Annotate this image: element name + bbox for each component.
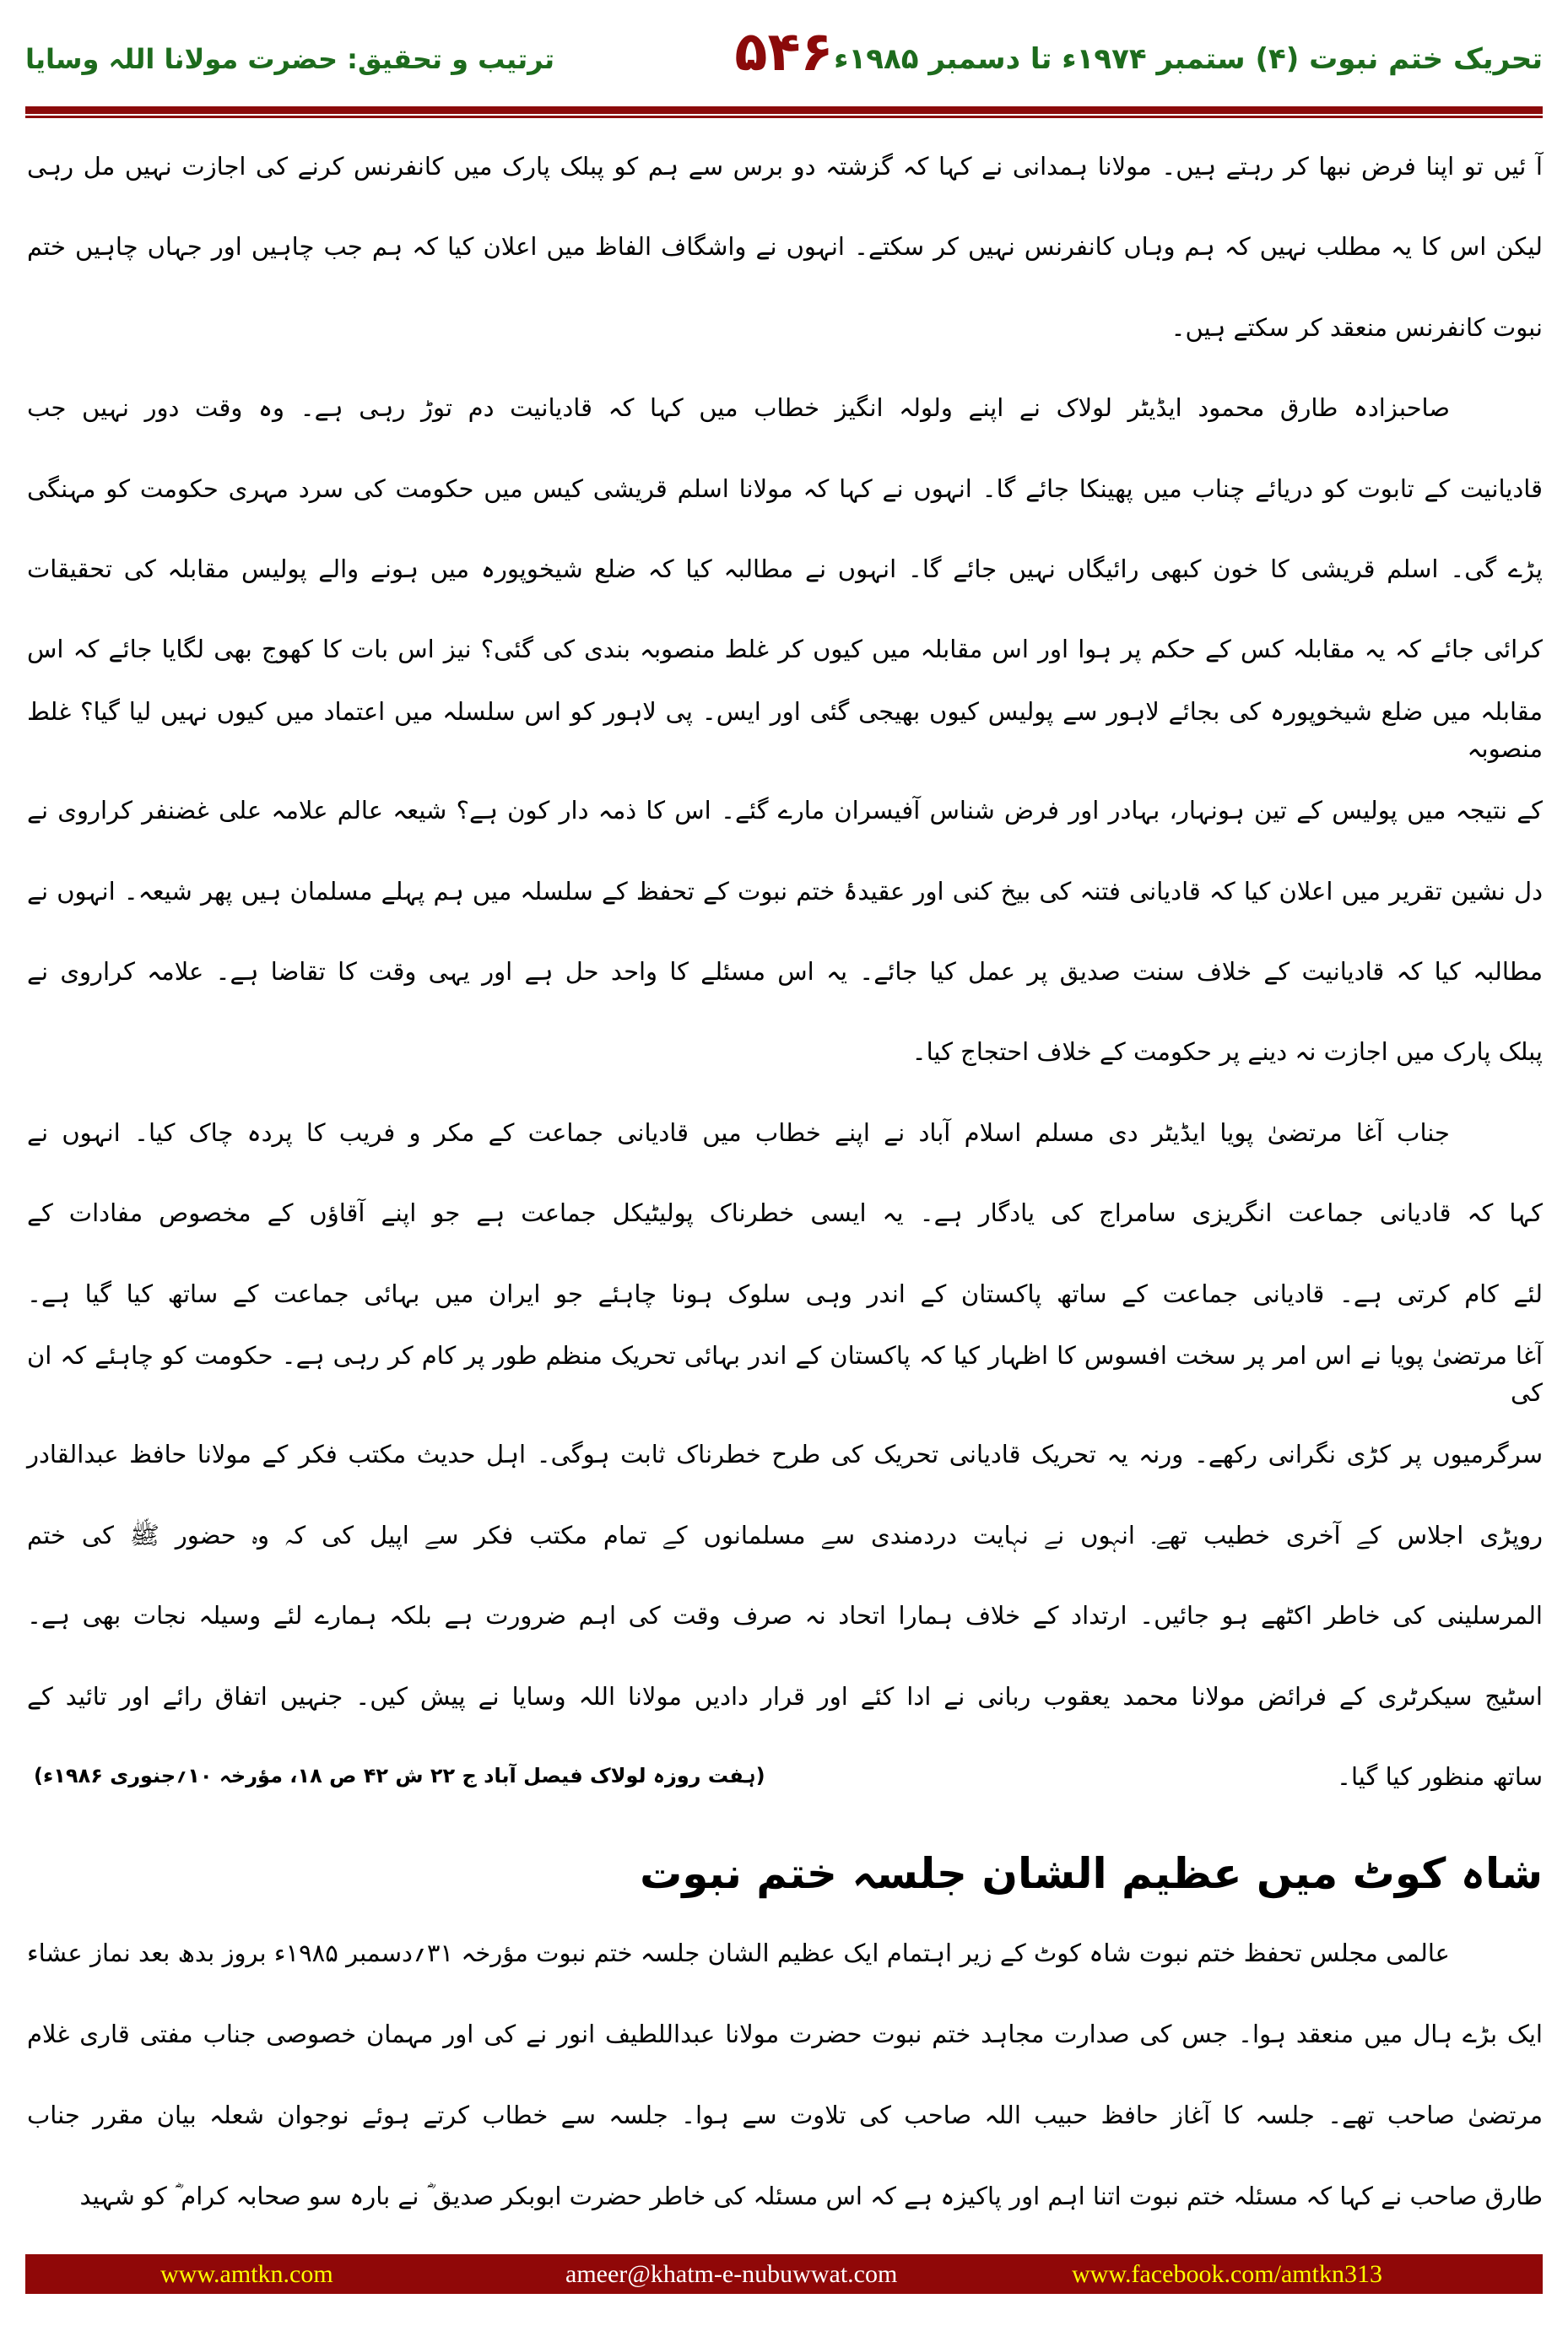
text-line: صاحبزادہ طارق محمود ایڈیٹر لولاک نے اپنے ولولہ انگیز خطاب میں کہا کہ قادیانیت دم توڑ رہی ہے۔ وہ وقت دور نہیں جب (27, 393, 1450, 423)
text-line: اسٹیج سیکرٹری کے فرائض مولانا محمد یعقوب ربانی نے ادا کئے اور قرار دادیں مولانا اللہ وسایا نے پیش کیں۔ جنہیں اتفاق رائے اور تائید کے (27, 1681, 1543, 1711)
email-link[interactable]: ameer@khatm-e-nubuwwat.com (565, 2260, 898, 2288)
text-line: ایک بڑے ہال میں منعقد ہوا۔ جس کی صدارت مجاہد ختم نبوت حضرت مولانا عبداللطیف انور نے کی اور مہمان خصوصی جناب مفتی قاری غلام (27, 2020, 1543, 2048)
text-line: مرتضیٰ صاحب تھے۔ جلسہ کا آغاز حافظ حبیب اللہ صاحب کی تلاوت سے ہوا۔ جلسہ سے خطاب کرتے ہوئے نوجوان شعلہ بیان مقرر جناب (27, 2101, 1543, 2129)
text-line: سرگرمیوں پر کڑی نگرانی رکھے۔ ورنہ یہ تحریک قادیانی تحریک کی طرح خطرناک ثابت ہوگی۔ اہل حدیث مکتب فکر کے مولانا حافظ عبدالقادر (27, 1440, 1543, 1469)
section-heading: شاہ کوٹ میں عظیم الشان جلسہ ختم نبوت (640, 1849, 1543, 1898)
source-citation: (ہفت روزہ لولاک فیصل آباد ج ۲۲ ش ۴۲ ص ۱۸، مؤرخہ ۱۰؍جنوری ۱۹۸۶ء) (34, 1764, 765, 1788)
text-line: دل نشین تقریر میں اعلان کیا کہ قادیانی فتنہ کی بیخ کنی اور عقیدۂ ختم نبوت کے تحفظ کے سلسلہ میں ہم پہلے مسلمان ہیں پھر شیعہ۔ انہوں نے (27, 876, 1543, 906)
text-line: نبوت کانفرنس منعقد کر سکتے ہیں۔ (1171, 312, 1543, 342)
text-line: روپڑی اجلاس کے آخری خطیب تھے۔ انہوں نے نہایت دردمندی سے مسلمانوں کے تمام مکتب فکر سے اپیل کی کہ وہ حضور ﷺ کی ختم (27, 1520, 1543, 1550)
header-rule-thin (25, 116, 1543, 118)
text-line: آغا مرتضیٰ پویا نے اس امر پر سخت افسوس کا اظہار کیا کہ پاکستان کے اندر بہائی تحریک منظم طور پر کام کر رہی ہے۔ حکومت کو چاہئے کہ ان کی (27, 1341, 1543, 1407)
text-line: مقابلہ میں ضلع شیخوپورہ کی بجائے لاہور سے پولیس کیوں بھیجی گئی اور ایس۔ پی لاہور کو اس سلسلہ میں اعتماد میں کیوں نہیں لیا گیا؟ غلط منصوبہ (27, 696, 1543, 763)
text-line: عالمی مجلس تحفظ ختم نبوت شاہ کوٹ کے زیر اہتمام ایک عظیم الشان جلسہ ختم نبوت مؤرخہ ۳۱؍دسمبر ۱۹۸۵ء بروز بدھ بعد نماز عشاء (27, 1939, 1450, 1967)
text-line: جناب آغا مرتضیٰ پویا ایڈیٹر دی مسلم اسلام آباد نے اپنے خطاب میں قادیانی جماعت کے مکر و فریب کا پردہ چاک کیا۔ انہوں نے (27, 1117, 1450, 1147)
text-line: طارق صاحب نے کہا کہ مسئلہ ختم نبوت اتنا اہم اور پاکیزہ ہے کہ اس مسئلہ کی خاطر حضرت ابوبکر صدیق ؓ نے بارہ سو صحابہ کرام ؓ کو شہید (79, 2182, 1543, 2210)
text-line: پبلک پارک میں اجازت نہ دینے پر حکومت کے خلاف احتجاج کیا۔ (911, 1037, 1543, 1067)
facebook-link[interactable]: www.facebook.com/amtkn313 (1072, 2260, 1382, 2288)
text-line: کہا کہ قادیانی جماعت انگریزی سامراج کی یادگار ہے۔ یہ ایسی خطرناک پولیٹیکل جماعت ہے جو اپنے آقاؤں کے مخصوص مفادات کے (27, 1198, 1543, 1228)
text-line: ساتھ منظور کیا گیا۔ (1336, 1762, 1543, 1791)
text-line: آ ئیں تو اپنا فرض نبھا کر رہتے ہیں۔ مولانا ہمدانی نے کہا کہ گزشتہ دو برس سے ہم کو پبلک پارک میں کانفرنس کرنے کی اجازت نہیں مل رہی (27, 152, 1543, 181)
text-line: لئے کام کرتی ہے۔ قادیانی جماعت کے ساتھ پاکستان کے اندر وہی سلوک ہونا چاہئے جو ایران میں بہائی جماعت کے ساتھ کیا گیا ہے۔ (27, 1279, 1543, 1308)
text-line: پڑے گی۔ اسلم قریشی کا خون کبھی رائیگاں نہیں جائے گا۔ انہوں نے مطالبہ کیا کہ ضلع شیخوپورہ میں ہونے والے پولیس مقابلہ کی تحقیقات (27, 554, 1543, 583)
website-link[interactable]: www.amtkn.com (160, 2260, 333, 2288)
text-line: قادیانیت کے تابوت کو دریائے چناب میں پھینکا جائے گا۔ انہوں نے کہا کہ مولانا اسلم قریشی کیس میں حکومت کی سرد مہری حکومت کو مہنگی (27, 473, 1543, 503)
book-title: تحریک ختم نبوت (۴) ستمبر ۱۹۷۴ء تا دسمبر ۱۹۸۵ء (834, 42, 1543, 76)
text-line: لیکن اس کا یہ مطلب نہیں کہ ہم وہاں کانفرنس نہیں کر سکتے۔ انہوں نے واشگاف الفاظ میں اعلان کیا کہ ہم جب چاہیں اور جہاں چاہیں ختم (27, 232, 1543, 262)
header-rule-thick (25, 106, 1543, 114)
compiler-credit: ترتیب و تحقیق: حضرت مولانا اللہ وسایا (25, 43, 555, 75)
text-line: کے نتیجہ میں پولیس کے تین ہونہار، بہادر اور فرض شناس آفیسران مارے گئے۔ اس کا ذمہ دار کون ہے؟ شیعہ عالم علامہ علی غضنفر کراروی نے (27, 796, 1543, 825)
text-line: المرسلینی کی خاطر اکٹھے ہو جائیں۔ ارتداد کے خلاف ہمارا اتحاد نہ صرف وقت کی اہم ضرورت ہے بلکہ ہمارے لئے وسیلہ نجات بھی ہے۔ (27, 1601, 1543, 1631)
text-line: مطالبہ کیا کہ قادیانیت کے خلاف سنت صدیق پر عمل کیا جائے۔ یہ اس مسئلے کا واحد حل ہے اور یہی وقت کا تقاضا ہے۔ علامہ کراروی نے (27, 957, 1543, 986)
footer-bar (25, 2254, 1543, 2294)
page-number: ۵۴۶ (734, 21, 834, 84)
text-line: کرائی جائے کہ یہ مقابلہ کس کے حکم پر ہوا اور اس مقابلہ میں کیوں کر غلط منصوبہ بندی کی گئی؟ نیز اس بات کا کھوج بھی لگایا جائے کہ اس (27, 635, 1543, 664)
